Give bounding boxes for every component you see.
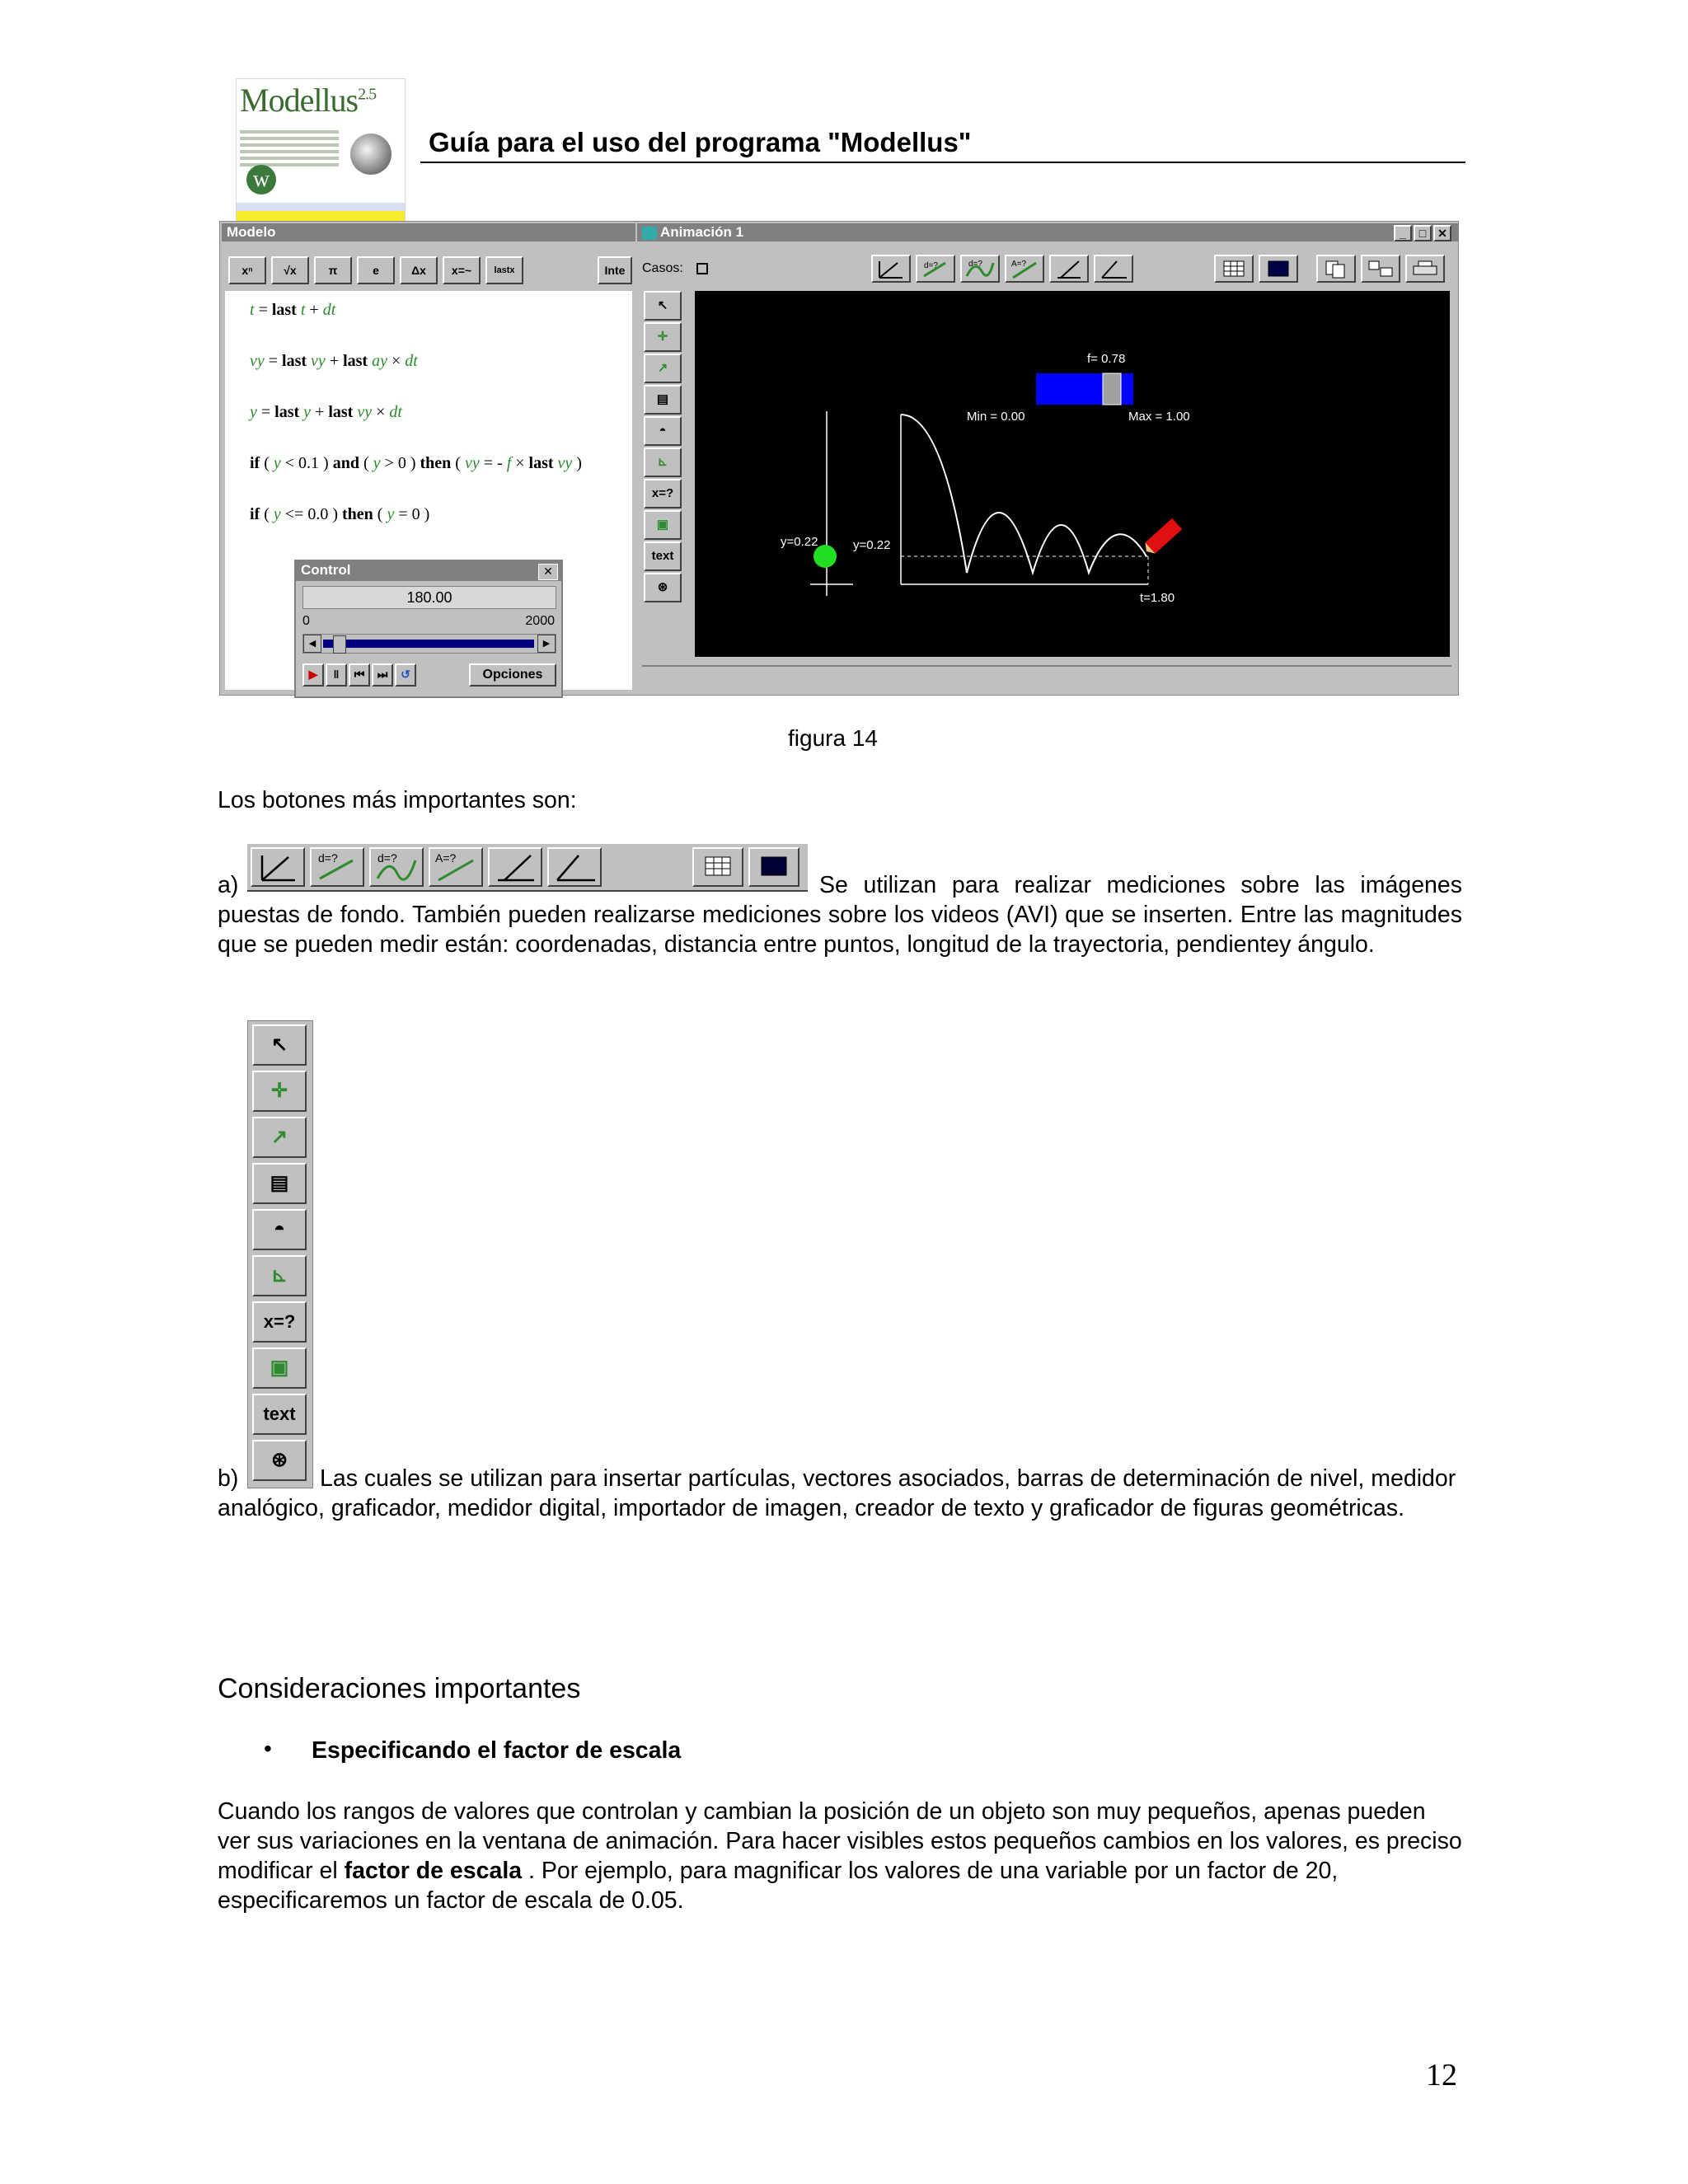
time-slider[interactable] bbox=[302, 634, 556, 654]
para-a-text: Se utilizan para realizar mediciones sobre las imágenes puestas de fondo. También pueden realizarse mediciones sobre los videos (AVI) que se inserten. Entre las magnitudes que se pueden medir están: coordenadas, distancia entre puntos, longitud de la trayectoria, pendientey ángulo. bbox=[218, 872, 1462, 958]
time-value-display: 180.00 bbox=[302, 586, 556, 609]
bullet-dot: • bbox=[264, 1736, 272, 1761]
close-window-button[interactable]: ✕ bbox=[1433, 225, 1451, 241]
pi-button[interactable]: π bbox=[314, 256, 352, 284]
bar-max-label: Max = 1.00 bbox=[1128, 410, 1190, 424]
svg-text:A=?: A=? bbox=[1011, 260, 1027, 269]
image-tool-button-b[interactable]: ▣ bbox=[252, 1347, 307, 1389]
tangent-tool-button[interactable] bbox=[1049, 255, 1089, 283]
digital-meter-tool-button-b[interactable]: x=? bbox=[252, 1301, 307, 1343]
last-button[interactable]: lastx bbox=[485, 256, 523, 284]
differential-button[interactable]: x=~ bbox=[443, 256, 481, 284]
svg-text:d=?: d=? bbox=[377, 851, 397, 865]
slider-min: 0 bbox=[302, 614, 310, 628]
plot-tool-button-b[interactable]: ⊾ bbox=[252, 1255, 307, 1296]
para-b-label: b) bbox=[218, 1465, 239, 1492]
analog-meter-tool-button[interactable]: ◓ bbox=[644, 416, 682, 446]
page-header-title: Guía para el uso del programa "Modellus" bbox=[429, 127, 972, 157]
graph-t-label: t=1.80 bbox=[1140, 591, 1175, 605]
control-titlebar: Control bbox=[296, 561, 563, 581]
distance-tool-button[interactable] bbox=[916, 255, 955, 283]
particle-tool-button[interactable]: ✛ bbox=[644, 322, 682, 352]
e-button[interactable]: e bbox=[357, 256, 395, 284]
text-tool-button-b[interactable]: text bbox=[252, 1394, 307, 1435]
scale-factor-bold: factor de escala bbox=[344, 1858, 523, 1884]
section-heading: Consideraciones importantes bbox=[218, 1673, 581, 1704]
angle-tool-button[interactable] bbox=[1094, 255, 1133, 283]
level-bar-thumb[interactable] bbox=[1103, 373, 1121, 405]
casos-checkbox[interactable] bbox=[696, 263, 708, 274]
w-logo-icon: w bbox=[246, 165, 276, 194]
header-rule bbox=[420, 162, 1465, 163]
modellus-screenshot bbox=[219, 221, 1459, 696]
bar-min-label: Min = 0.00 bbox=[967, 410, 1025, 424]
pencil-icon bbox=[1142, 518, 1182, 557]
table-view-button[interactable] bbox=[1214, 255, 1254, 283]
anim-window-icon bbox=[642, 227, 657, 240]
coordinates-tool-button[interactable] bbox=[871, 255, 911, 283]
graph-y-label: y=0.22 bbox=[853, 538, 891, 552]
level-bar-tool-button[interactable]: ▤ bbox=[644, 385, 682, 415]
para-a-label: a) bbox=[218, 872, 239, 898]
slider-max: 2000 bbox=[525, 614, 555, 628]
text-tool-button[interactable]: text bbox=[644, 541, 682, 571]
copy-button[interactable] bbox=[1316, 255, 1356, 283]
animation-canvas[interactable] bbox=[695, 291, 1450, 657]
level-bar-tool-button-b[interactable]: ▤ bbox=[252, 1163, 307, 1204]
sqrt-button[interactable]: √x bbox=[271, 256, 309, 284]
svg-text:d=?: d=? bbox=[924, 261, 938, 270]
pause-button[interactable]: ‖ bbox=[326, 663, 347, 687]
page-number: 12 bbox=[1426, 2058, 1457, 2093]
model-window-titlebar: Modelo bbox=[222, 223, 635, 241]
background-view-button[interactable] bbox=[1259, 255, 1298, 283]
model-editor[interactable] bbox=[225, 291, 632, 690]
equation-5: if ( y <= 0.0 ) then ( y = 0 ) bbox=[250, 505, 430, 523]
power-button[interactable]: xⁿ bbox=[228, 256, 266, 284]
vector-tool-button-b[interactable]: ↗ bbox=[252, 1117, 307, 1158]
insert-toolbar bbox=[247, 1020, 313, 1488]
slider-thumb[interactable] bbox=[333, 635, 346, 654]
f-value-label: f= 0.78 bbox=[1087, 352, 1126, 366]
casos-label: Casos: bbox=[642, 261, 683, 275]
play-button[interactable]: ▶ bbox=[302, 663, 324, 687]
intro-text: Los botones más importantes son: bbox=[218, 787, 577, 813]
options-button[interactable]: Opciones bbox=[469, 663, 556, 687]
plot-tool-button[interactable]: ⊾ bbox=[644, 448, 682, 477]
equation-4: if ( y < 0.1 ) and ( y > 0 ) then ( vy = - f × last vy ) bbox=[250, 454, 582, 472]
image-tool-button[interactable]: ▣ bbox=[644, 510, 682, 540]
globe-icon bbox=[350, 134, 392, 175]
anim-window-titlebar: Animación 1 bbox=[637, 223, 1458, 241]
forward-button[interactable]: ⏭ bbox=[372, 663, 393, 687]
select-tool-button[interactable]: ↖ bbox=[644, 291, 682, 321]
equation-2: vy = last vy + last ay × dt bbox=[250, 352, 418, 370]
properties-button[interactable] bbox=[1361, 255, 1400, 283]
rewind-button[interactable]: ⏮ bbox=[349, 663, 370, 687]
slider-left-arrow-icon[interactable]: ◀ bbox=[303, 635, 321, 653]
close-icon[interactable]: ✕ bbox=[538, 564, 558, 580]
interpret-button[interactable]: Inte bbox=[598, 256, 632, 284]
delta-button[interactable]: Δx bbox=[400, 256, 438, 284]
equation-1: t = last t + dt bbox=[250, 301, 336, 319]
para-b-text: Las cuales se utilizan para insertar partículas, vectores asociados, barras de determinación de nivel, medidor analógico, graficador, medidor digital, importador de imagen, creador de texto y graficador de figuras geométricas. bbox=[218, 1465, 1456, 1521]
slider-track bbox=[323, 640, 534, 648]
print-button[interactable] bbox=[1405, 255, 1445, 283]
svg-text:d=?: d=? bbox=[968, 260, 982, 269]
analog-meter-tool-button-b[interactable]: ◓ bbox=[252, 1209, 307, 1250]
modellus-logo bbox=[236, 78, 406, 222]
trajectory-curve bbox=[901, 415, 1146, 573]
slope-tool-button[interactable] bbox=[1005, 255, 1044, 283]
replay-button[interactable]: ↺ bbox=[395, 663, 416, 687]
svg-text:A=?: A=? bbox=[435, 851, 457, 865]
particle-tool-button-b[interactable]: ✛ bbox=[252, 1071, 307, 1112]
slider-right-arrow-icon[interactable]: ▶ bbox=[537, 635, 556, 653]
maximize-button[interactable]: □ bbox=[1414, 225, 1432, 241]
geometry-tool-button-b[interactable]: ⊛ bbox=[252, 1440, 307, 1481]
trajectory-tool-button[interactable] bbox=[960, 255, 1000, 283]
geometry-tool-button[interactable]: ⊛ bbox=[644, 573, 682, 602]
bullet-heading: Especificando el factor de escala bbox=[312, 1737, 682, 1764]
equation-3: y = last y + last vy × dt bbox=[250, 403, 402, 421]
control-window bbox=[294, 560, 563, 698]
logo-title: Modellus$^{2.5}$ bbox=[240, 82, 377, 119]
minimize-button[interactable]: _ bbox=[1394, 225, 1412, 241]
figure-caption: figura 14 bbox=[788, 725, 878, 751]
anim-status-bar bbox=[642, 665, 1451, 690]
particle-y-label: y=0.22 bbox=[781, 535, 818, 549]
scale-factor-paragraph: Cuando los rangos de valores que controlan y cambian la posición de un objeto son muy pequeños, apenas pueden ver sus variaciones en la ventana de animación. Para hacer visibles estos pequeños cambios en los valores, es preciso modificar el factor de escala . Por ejemplo, para magnificar los valores de una variable por un factor de 20, especificaremos un factor de escala de 0.05. bbox=[218, 1798, 1462, 1914]
select-tool-button-b[interactable]: ↖ bbox=[252, 1024, 307, 1066]
vector-tool-button[interactable]: ↗ bbox=[644, 354, 682, 383]
digital-meter-tool-button[interactable]: x=? bbox=[644, 479, 682, 509]
svg-text:d=?: d=? bbox=[318, 851, 338, 865]
